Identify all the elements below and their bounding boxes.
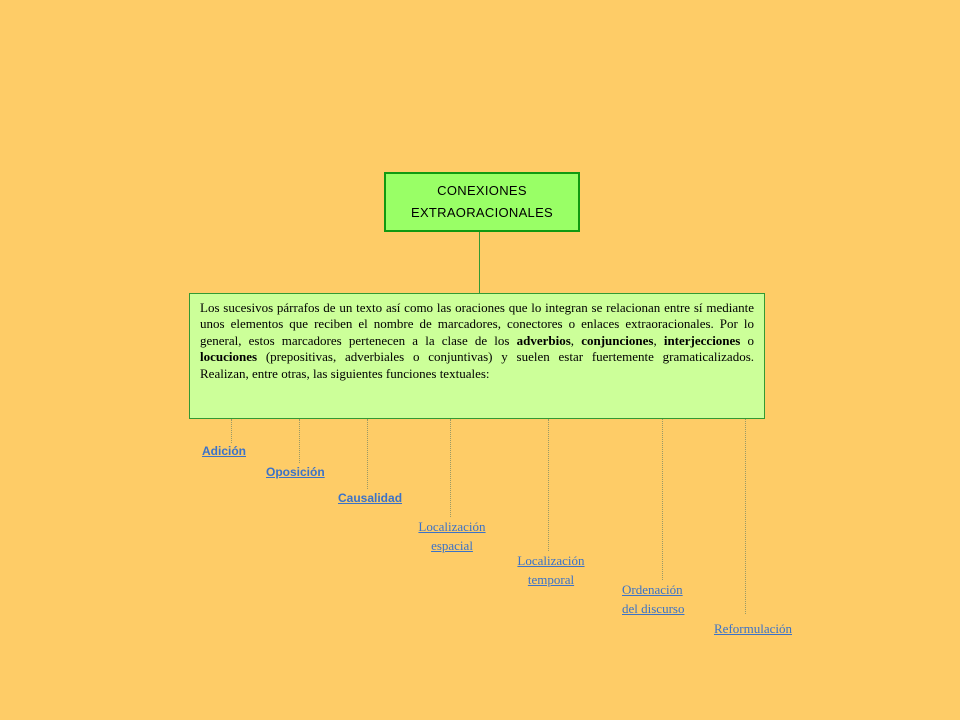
connector-reformulacion xyxy=(745,419,746,614)
link-localizacion-espacial-line1: Localización xyxy=(418,519,486,534)
title-line-1: CONEXIONES xyxy=(437,183,527,198)
description-sep-3: o xyxy=(740,332,755,348)
link-localizacion-espacial[interactable] xyxy=(417,517,487,555)
description-text-2: (prepositivas, adverbiales o conjuntivas) y suelen estar fuertemente gramaticalizados. Realizan, entre otras, las siguientes funciones textuales: xyxy=(200,349,754,381)
link-ordenacion-discurso[interactable] xyxy=(622,580,700,618)
keyword-conjunciones: conjunciones xyxy=(581,332,654,348)
link-oposicion-label: Oposición xyxy=(266,465,325,479)
link-ordenacion-line2: del discurso xyxy=(622,601,685,616)
link-localizacion-temporal-line2: temporal xyxy=(527,572,575,587)
title-connector-line xyxy=(479,232,480,293)
keyword-locuciones: locuciones xyxy=(200,349,258,365)
keyword-adverbios: adverbios xyxy=(516,332,571,348)
link-adicion[interactable] xyxy=(202,442,246,461)
link-causalidad-label: Causalidad xyxy=(338,491,403,505)
keyword-interjecciones: interjecciones xyxy=(663,332,741,348)
link-oposicion[interactable] xyxy=(266,463,325,482)
link-adicion-label: Adición xyxy=(202,444,246,458)
link-causalidad[interactable] xyxy=(338,489,402,508)
link-ordenacion-line1: Ordenación xyxy=(622,582,683,597)
link-reformulacion-label: Reformulación xyxy=(714,621,792,636)
connector-ordenacion xyxy=(662,419,663,580)
link-reformulacion[interactable] xyxy=(714,619,792,638)
description-sep-1: , xyxy=(570,332,582,348)
title-box xyxy=(384,172,580,232)
description-sep-2: , xyxy=(653,332,664,348)
connector-causalidad xyxy=(367,419,368,489)
connector-localizacion-espacial xyxy=(450,419,451,517)
description-text-1: Los sucesivos párrafos de un texto así como las oraciones que lo integran se relacionan entre sí mediante unos elementos que reciben el nombre de marcadores, conectores o enlaces extraoracionales. Por lo general, estos marcadores pertenecen a la clase de los xyxy=(200,300,754,348)
connector-oposicion xyxy=(299,419,300,463)
description-box xyxy=(189,293,765,419)
link-localizacion-espacial-line2: espacial xyxy=(431,538,473,553)
connector-localizacion-temporal xyxy=(548,419,549,551)
title-line-2: EXTRAORACIONALES xyxy=(410,205,554,220)
connector-adicion xyxy=(231,419,232,443)
link-localizacion-temporal-line1: Localización xyxy=(517,553,585,568)
link-localizacion-temporal[interactable] xyxy=(511,551,591,589)
